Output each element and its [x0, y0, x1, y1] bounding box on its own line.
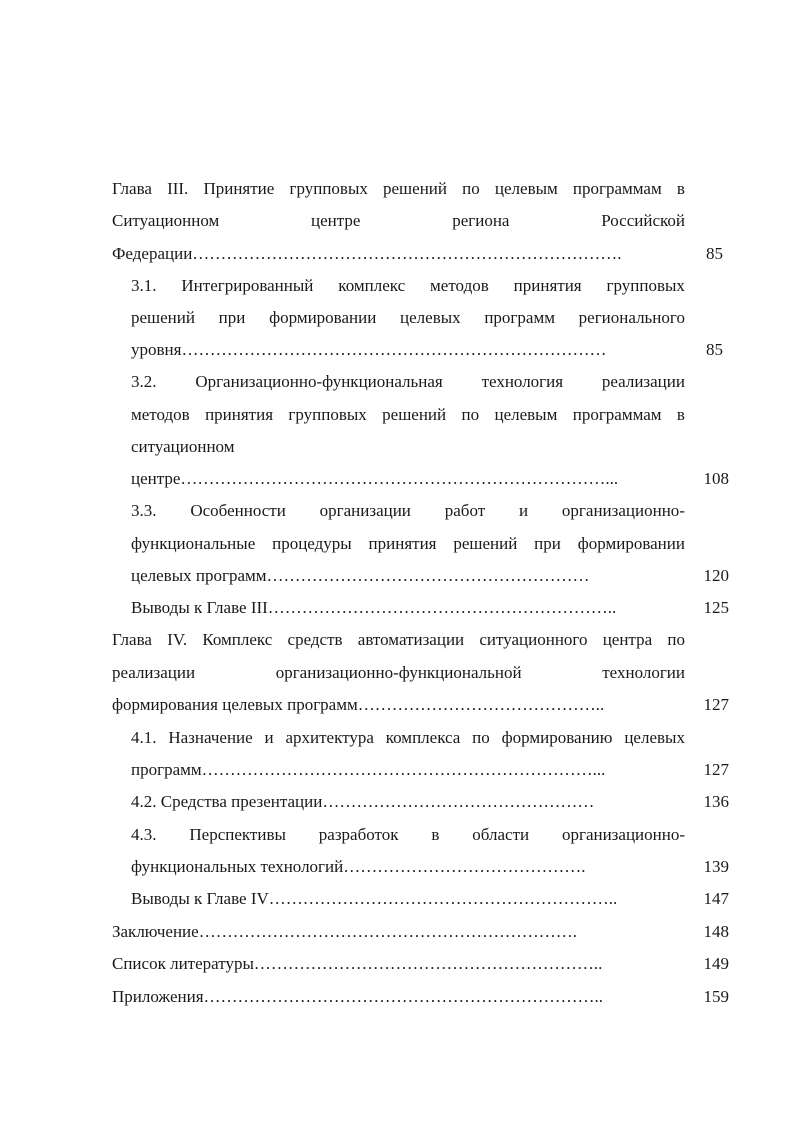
toc-conclusion-page: 148 — [703, 922, 729, 941]
toc-word: функциональные — [131, 534, 256, 553]
toc-word: ситуационного — [479, 630, 588, 649]
toc-word: программам — [572, 405, 662, 424]
toc-conclusions-4-page: 147 — [703, 889, 729, 908]
toc-word: в — [676, 405, 685, 424]
toc-word: и — [264, 728, 274, 747]
toc-word: разработок — [318, 825, 399, 844]
toc-word: формировании — [269, 308, 377, 327]
toc-word: программ — [484, 308, 555, 327]
toc-word: Принятие — [203, 179, 275, 198]
toc-section-4-3-line-1 — [131, 824, 685, 846]
toc-conclusions-4: Выводы к Главе IV…………………………………………………….. — [131, 889, 618, 908]
toc-chapter-3-page: 85 — [706, 244, 723, 263]
toc-word: групповых — [289, 179, 368, 198]
toc-appendices: Приложения…………………………………………………………….. — [112, 987, 604, 1006]
toc-word: целевых — [624, 728, 685, 747]
toc-word: комплекс — [338, 276, 406, 295]
toc-word: средств — [287, 630, 343, 649]
toc-word: III. — [167, 179, 189, 198]
toc-section-4-1-line-2: программ……………………………………………………………... — [131, 760, 606, 779]
toc-word: региона — [452, 211, 510, 230]
toc-word: процедуры — [272, 534, 352, 553]
toc-word: в — [676, 179, 685, 198]
toc-word: Российской — [601, 211, 685, 230]
toc-section-3-1-line-3: уровня………………………………………………………………… — [131, 340, 607, 359]
toc-word: решений — [383, 179, 447, 198]
toc-section-3-1-line-2 — [131, 307, 685, 329]
toc-section-3-2-line-4: центре…………………………………………………………………... — [131, 469, 619, 488]
toc-section-3-2-line-2 — [131, 404, 685, 426]
toc-word: организационно-функциональной — [275, 663, 522, 682]
toc-conclusion: Заключение…………………………………………………………. — [112, 922, 577, 941]
toc-word: решений — [131, 308, 195, 327]
toc-word: групповых — [288, 405, 367, 424]
toc-word: регионального — [578, 308, 685, 327]
toc-word: 3.3. — [131, 501, 157, 520]
toc-word: реализации — [112, 663, 196, 682]
toc-chapter-3-line-2 — [112, 210, 685, 232]
toc-word: в — [431, 825, 440, 844]
toc-section-3-2-page: 108 — [703, 469, 729, 488]
toc-word: Назначение — [168, 728, 253, 747]
toc-word: Глава — [112, 179, 152, 198]
toc-section-3-1-page: 85 — [706, 340, 723, 359]
toc-word: области — [472, 825, 530, 844]
toc-chapter-4-line-3: формирования целевых программ…………………………………….. — [112, 695, 605, 714]
toc-word: Перспективы — [189, 825, 286, 844]
toc-word: методов — [430, 276, 489, 295]
toc-word: Интегрированный — [181, 276, 314, 295]
toc-word: формированию — [501, 728, 613, 747]
toc-word: 3.1. — [131, 276, 157, 295]
toc-word: по — [461, 405, 480, 424]
toc-section-3-3-line-3: целевых программ………………………………………………… — [131, 566, 590, 585]
toc-word: 4.3. — [131, 825, 157, 844]
toc-appendices-page: 159 — [703, 987, 729, 1006]
toc-word: и — [518, 501, 529, 520]
toc-word: технологии — [602, 663, 685, 682]
toc-word: 4.1. — [131, 728, 157, 747]
toc-section-4-1-line-1 — [131, 727, 685, 749]
toc-word: решений — [453, 534, 518, 553]
toc-section-3-2-line-1 — [131, 371, 685, 393]
toc-word: целевым — [494, 405, 558, 424]
toc-word: автоматизации — [357, 630, 465, 649]
toc-section-4-2: 4.2. Средства презентации………………………………………… — [131, 792, 595, 811]
toc-word: Комплекс — [202, 630, 273, 649]
toc-word: формировании — [577, 534, 685, 553]
toc-section-3-1-line-1 — [131, 275, 685, 297]
toc-word: Ситуационном — [112, 211, 220, 230]
toc-section-4-2-page: 136 — [703, 792, 729, 811]
toc-section-4-1-page: 127 — [703, 760, 729, 779]
toc-chapter-4-line-1 — [112, 629, 685, 651]
toc-references-page: 149 — [703, 954, 729, 973]
toc-chapter-4-page: 127 — [703, 695, 729, 714]
toc-word: Организационно-функциональная — [195, 372, 443, 391]
toc-section-3-2-line-3: ситуационном — [131, 437, 235, 456]
toc-word: 3.2. — [131, 372, 157, 391]
toc-word: центре — [311, 211, 361, 230]
toc-word: решений — [382, 405, 447, 424]
toc-section-3-3-line-1 — [131, 500, 685, 522]
toc-word: принятия — [368, 534, 437, 553]
toc-word: Особенности — [190, 501, 286, 520]
toc-word: при — [218, 308, 246, 327]
toc-word: организационно- — [561, 825, 685, 844]
toc-section-3-3-page: 120 — [703, 566, 729, 585]
toc-section-4-3-line-2: функциональных технологий……………………………………. — [131, 857, 586, 876]
toc-word: технология — [481, 372, 564, 391]
toc-conclusions-3-page: 125 — [703, 598, 729, 617]
toc-word: архитектура — [285, 728, 374, 747]
toc-word: целевых — [400, 308, 461, 327]
toc-word: Глава — [112, 630, 152, 649]
toc-section-4-3-page: 139 — [703, 857, 729, 876]
toc-chapter-4-line-2 — [112, 662, 685, 684]
toc-word: целевым — [494, 179, 558, 198]
toc-word: центра — [602, 630, 653, 649]
toc-word: работ — [444, 501, 486, 520]
toc-word: принятия — [513, 276, 582, 295]
toc-word: организации — [319, 501, 411, 520]
toc-word: групповых — [606, 276, 685, 295]
toc-word: по — [462, 179, 480, 198]
toc-chapter-3-line-3: Федерации…………………………………………………………………. — [112, 244, 622, 263]
toc-word: программам — [572, 179, 662, 198]
toc-chapter-3-line-1 — [112, 178, 685, 200]
toc-references: Список литературы…………………………………………………….. — [112, 954, 603, 973]
toc-word: реализации — [601, 372, 685, 391]
toc-word: по — [667, 630, 685, 649]
toc-word: организационно- — [561, 501, 685, 520]
toc-word: принятия — [205, 405, 274, 424]
toc-word: комплекса — [385, 728, 461, 747]
toc-word: при — [534, 534, 561, 553]
toc-word: методов — [131, 405, 190, 424]
toc-word: по — [472, 728, 490, 747]
toc-section-3-3-line-2 — [131, 533, 685, 555]
toc-conclusions-3: Выводы к Главе III…………………………………………………….. — [131, 598, 617, 617]
toc-word: IV. — [167, 630, 188, 649]
